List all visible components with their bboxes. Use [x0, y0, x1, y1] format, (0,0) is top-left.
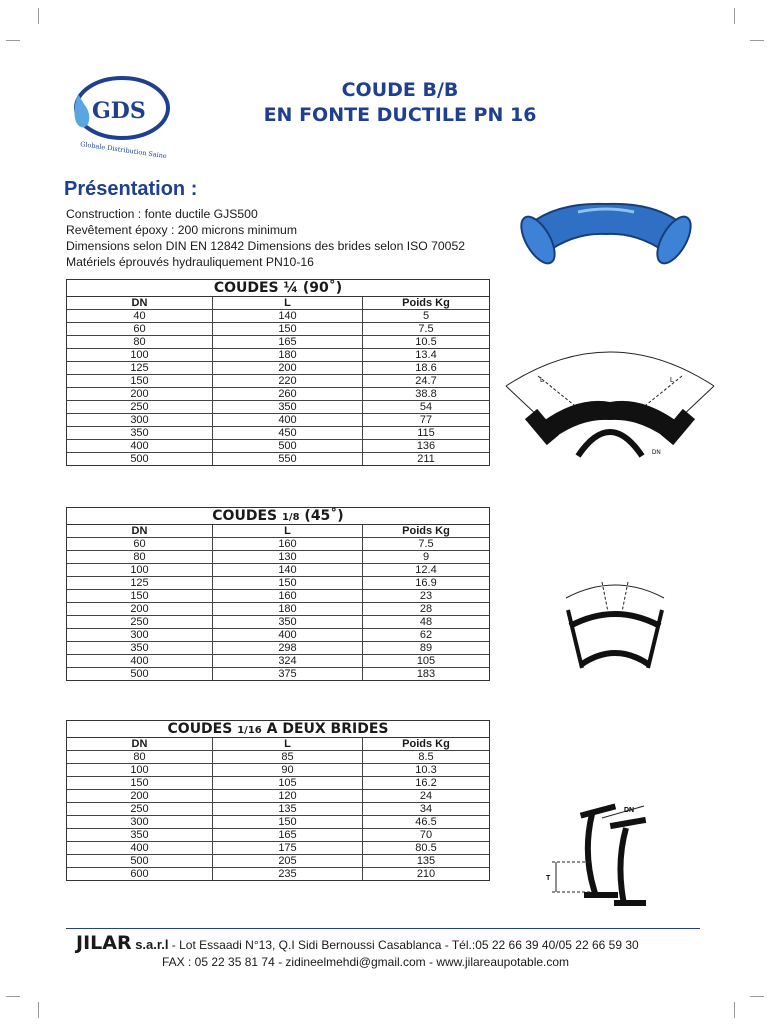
table-cell: 46.5	[415, 816, 437, 828]
label-t: T	[546, 875, 551, 882]
table-cell: 7.5	[418, 538, 434, 550]
gds-logo	[62, 70, 172, 161]
table-cell: 13.4	[415, 349, 437, 361]
table-header-row	[67, 525, 489, 538]
logo-tagline: Globale Distribution Saine	[79, 140, 168, 161]
table-cell: 115	[417, 427, 435, 439]
table-cell: 160	[213, 590, 363, 602]
elbow-90-drawing	[498, 346, 722, 480]
table-row	[67, 816, 489, 829]
table-cell: 90	[213, 764, 363, 776]
title-line-1: COUDE B/B	[341, 79, 459, 101]
table-cell: 5	[422, 310, 430, 322]
table-cell: 130	[213, 551, 363, 563]
elbow-product-image	[518, 194, 694, 278]
table-cell: 350	[67, 829, 213, 841]
title-line-2: EN FONTE DUCTILE PN 16	[263, 104, 537, 126]
table-row	[67, 764, 489, 777]
table-header-cell: L	[213, 738, 363, 750]
table-row	[67, 655, 489, 668]
table-row	[67, 790, 489, 803]
table-cell: 125	[67, 362, 213, 374]
table-cell: 165	[213, 829, 363, 841]
table-coudes-45	[66, 507, 490, 681]
table-cell: 23	[419, 590, 433, 602]
table-cell: 60	[67, 323, 213, 335]
table-row	[67, 538, 489, 551]
elbow-45-drawing	[560, 576, 670, 682]
table-row	[67, 855, 489, 868]
table-cell: 85	[213, 751, 363, 763]
presentation-heading: Présentation :	[64, 178, 198, 200]
table-row	[67, 336, 489, 349]
table-cell: 220	[213, 375, 363, 387]
table-cell: 34	[419, 803, 433, 815]
table-cell: 135	[416, 855, 436, 867]
footer-line-1	[76, 932, 639, 954]
table-cell: 160	[213, 538, 363, 550]
table-row	[67, 427, 489, 440]
table-cell: 600	[67, 868, 213, 880]
crop-mark	[6, 996, 20, 997]
table-cell: 150	[67, 590, 213, 602]
table-cell: 500	[67, 668, 213, 680]
crop-mark	[734, 1002, 735, 1018]
table-cell: 300	[67, 414, 213, 426]
elbow-1-16-drawing	[540, 800, 670, 916]
table-row	[67, 803, 489, 816]
crop-mark	[734, 8, 735, 24]
table-cell: 135	[213, 803, 363, 815]
table-cell: 300	[67, 816, 213, 828]
table-cell: 400	[213, 629, 363, 641]
table-cell: 180	[213, 603, 363, 615]
table-header-cell: Poids Kg	[402, 297, 450, 309]
table-cell: 400	[67, 842, 213, 854]
table-title-suffix: (45˚)	[299, 508, 344, 524]
footer-divider	[66, 928, 700, 929]
table-header-row	[67, 297, 489, 310]
table-coudes-90	[66, 279, 490, 466]
table-row	[67, 777, 489, 790]
table-title-suffix: A DEUX BRIDES	[261, 721, 389, 737]
table-coudes-deux-brides	[66, 720, 490, 881]
table-title	[67, 508, 489, 525]
table-row	[67, 564, 489, 577]
table-row	[67, 323, 489, 336]
table-title	[67, 721, 489, 738]
footer-brand: JILAR	[76, 932, 132, 954]
table-cell: 18.6	[415, 362, 437, 374]
crop-mark	[750, 996, 764, 997]
table-cell: 40	[67, 310, 213, 322]
table-row	[67, 551, 489, 564]
table-header-cell: L	[213, 525, 363, 537]
crop-mark	[750, 40, 764, 41]
table-cell: 77	[419, 414, 433, 426]
table-cell: 550	[213, 453, 363, 465]
table-cell: 150	[67, 777, 213, 789]
table-cell: 200	[67, 388, 213, 400]
table-cell: 205	[213, 855, 363, 867]
table-cell: 210	[416, 868, 436, 880]
table-cell: 8.5	[418, 751, 434, 763]
table-cell: 80	[67, 751, 213, 763]
table-cell: 12.4	[415, 564, 437, 576]
table-title-text: COUDES	[212, 508, 282, 524]
table-cell: 24.7	[415, 375, 437, 387]
table-row	[67, 401, 489, 414]
table-cell: 324	[213, 655, 363, 667]
crop-mark	[38, 1002, 39, 1018]
table-cell: 48	[419, 616, 433, 628]
table-cell: 500	[213, 440, 363, 452]
table-cell: 38.8	[415, 388, 437, 400]
table-cell: 140	[213, 310, 363, 322]
crop-mark	[6, 40, 20, 41]
table-cell: 70	[419, 829, 433, 841]
table-title-text: COUDES	[167, 721, 238, 737]
table-cell: 350	[67, 642, 213, 654]
table-cell: 250	[67, 616, 213, 628]
table-title-fraction: 1/16	[237, 725, 262, 736]
table-cell: 300	[67, 629, 213, 641]
table-cell: 165	[213, 336, 363, 348]
table-header-cell: DN	[67, 738, 213, 750]
table-cell: 89	[419, 642, 433, 654]
table-cell: 100	[67, 764, 213, 776]
presentation-line: Construction : fonte ductile GJS500	[66, 207, 258, 221]
table-cell: 120	[213, 790, 363, 802]
table-cell: 54	[419, 401, 433, 413]
presentation-line: Matériels éprouvés hydrauliquement PN10-16	[66, 255, 314, 269]
table-cell: 250	[67, 803, 213, 815]
table-row	[67, 349, 489, 362]
table-cell: 235	[213, 868, 363, 880]
table-cell: 150	[213, 816, 363, 828]
table-row	[67, 868, 489, 880]
table-cell: 9	[422, 551, 430, 563]
table-cell: 350	[213, 401, 363, 413]
table-row	[67, 310, 489, 323]
footer-address: - Lot Essaadi N°13, Q.I Sidi Bernoussi Casablanca - Tél.:05 22 66 39 40/05 22 66 59 30	[168, 938, 639, 952]
table-row	[67, 440, 489, 453]
table-cell: 500	[67, 855, 213, 867]
table-cell: 10.5	[415, 336, 437, 348]
table-cell: 125	[67, 577, 213, 589]
table-cell: 450	[213, 427, 363, 439]
table-cell: 183	[416, 668, 436, 680]
table-cell: 350	[213, 616, 363, 628]
table-title	[67, 280, 489, 297]
label-l-left: L	[540, 377, 544, 384]
table-cell: 7.5	[418, 323, 434, 335]
table-cell: 298	[213, 642, 363, 654]
table-cell: 200	[67, 603, 213, 615]
table-row	[67, 668, 489, 680]
table-row	[67, 414, 489, 427]
table-row	[67, 577, 489, 590]
label-l-right: L	[670, 377, 674, 384]
footer-brand-suffix: s.a.r.l	[131, 937, 169, 952]
table-cell: 211	[417, 453, 435, 465]
table-cell: 150	[213, 577, 363, 589]
table-header-cell: Poids Kg	[402, 738, 450, 750]
table-cell: 16.2	[415, 777, 437, 789]
presentation-line: Revêtement époxy : 200 microns minimum	[66, 223, 297, 237]
footer-line-2: FAX : 05 22 35 81 74 - zidineelmehdi@gmail.com - www.jilareaupotable.com	[162, 955, 570, 969]
table-cell: 28	[419, 603, 433, 615]
table-row	[67, 751, 489, 764]
table-row	[67, 453, 489, 465]
table-cell: 105	[416, 655, 436, 667]
table-cell: 200	[213, 362, 363, 374]
table-row	[67, 616, 489, 629]
table-cell: 80	[67, 336, 213, 348]
table-cell: 100	[67, 564, 213, 576]
table-header-cell: DN	[67, 525, 213, 537]
table-cell: 260	[213, 388, 363, 400]
table-row	[67, 362, 489, 375]
table-cell: 136	[416, 440, 436, 452]
table-cell: 62	[419, 629, 433, 641]
table-row	[67, 375, 489, 388]
table-cell: 16.9	[415, 577, 437, 589]
table-cell: 105	[213, 777, 363, 789]
presentation-line: Dimensions selon DIN EN 12842 Dimensions des brides selon ISO 70052	[66, 239, 466, 253]
label-dn: DN	[624, 807, 635, 814]
table-row	[67, 829, 489, 842]
table-cell: 400	[67, 440, 213, 452]
table-cell: 10.3	[415, 764, 437, 776]
page-title	[200, 78, 600, 128]
table-cell: 80	[67, 551, 213, 563]
table-row	[67, 629, 489, 642]
table-cell: 175	[213, 842, 363, 854]
table-header-row	[67, 738, 489, 751]
crop-mark	[38, 8, 39, 24]
table-cell: 150	[67, 375, 213, 387]
table-header-cell: L	[213, 297, 363, 309]
label-dn: DN	[652, 450, 661, 456]
table-cell: 60	[67, 538, 213, 550]
table-cell: 250	[67, 401, 213, 413]
table-cell: 375	[213, 668, 363, 680]
table-cell: 150	[213, 323, 363, 335]
table-cell: 200	[67, 790, 213, 802]
table-row	[67, 388, 489, 401]
table-cell: 140	[213, 564, 363, 576]
presentation-lines	[66, 206, 465, 270]
table-row	[67, 842, 489, 855]
table-cell: 100	[67, 349, 213, 361]
table-header-cell: Poids Kg	[402, 525, 450, 537]
logo-text: GDS	[92, 98, 146, 124]
table-row	[67, 590, 489, 603]
table-cell: 350	[67, 427, 213, 439]
table-header-cell: DN	[67, 297, 213, 309]
table-title-text: COUDES ¼ (90˚)	[213, 280, 343, 296]
table-row	[67, 603, 489, 616]
table-cell: 180	[213, 349, 363, 361]
table-title-fraction: 1/8	[281, 512, 300, 523]
table-cell: 400	[67, 655, 213, 667]
table-row	[67, 642, 489, 655]
table-cell: 24	[419, 790, 433, 802]
table-cell: 400	[213, 414, 363, 426]
table-cell: 500	[67, 453, 213, 465]
table-cell: 80.5	[415, 842, 437, 854]
